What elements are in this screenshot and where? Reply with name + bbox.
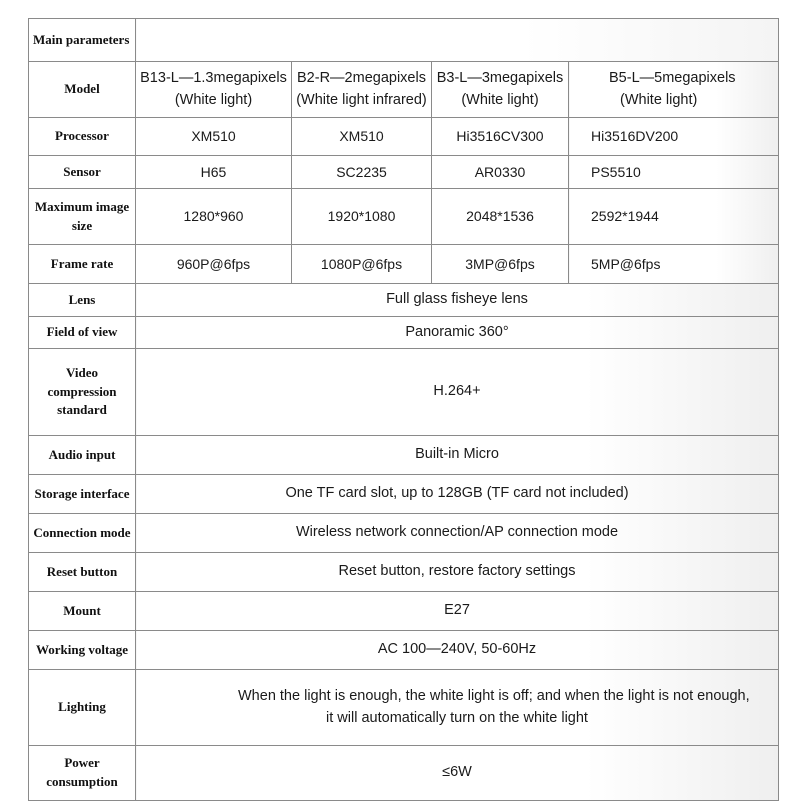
sensor-value: AR0330 bbox=[432, 156, 569, 189]
processor-value: XM510 bbox=[292, 118, 432, 156]
lighting-value bbox=[136, 670, 779, 746]
model-light-type: (White light) bbox=[174, 91, 253, 108]
row-label-working-voltage: Working voltage bbox=[29, 631, 136, 670]
table-row bbox=[29, 670, 779, 746]
model-light-type: (White light) bbox=[620, 91, 698, 108]
row-label-lens: Lens bbox=[29, 284, 136, 317]
model-name: B13-L—1.3megapixels bbox=[140, 70, 287, 87]
sensor-value: PS5510 bbox=[569, 156, 779, 189]
table-row bbox=[29, 317, 779, 349]
processor-value: Hi3516DV200 bbox=[569, 118, 779, 156]
video-compression-value: H.264+ bbox=[136, 349, 779, 436]
table-row bbox=[29, 631, 779, 670]
table-row bbox=[29, 245, 779, 284]
processor-value: Hi3516CV300 bbox=[432, 118, 569, 156]
table-row bbox=[29, 284, 779, 317]
row-label-processor: Processor bbox=[29, 118, 136, 156]
section-title: Main parameters bbox=[29, 19, 136, 62]
lens-value: Full glass fisheye lens bbox=[136, 284, 779, 317]
model-name: B2-R—2megapixels bbox=[297, 70, 426, 87]
label-line: compression bbox=[47, 383, 117, 399]
power-consumption-value: ≤6W bbox=[136, 746, 779, 801]
model-cell bbox=[569, 62, 779, 118]
row-label-max-image-size bbox=[29, 189, 136, 245]
table-row bbox=[29, 746, 779, 801]
max-image-size-value: 1920*1080 bbox=[292, 189, 432, 245]
parameters-table bbox=[28, 18, 779, 801]
frame-rate-value: 960P@6fps bbox=[136, 245, 292, 284]
table-row bbox=[29, 349, 779, 436]
lighting-line: When the light is enough, the white light is off; and when the light is not enough, bbox=[238, 688, 750, 705]
model-light-type: (White light) bbox=[461, 91, 539, 108]
model-name: B5-L—5megapixels bbox=[609, 70, 736, 87]
section-title-spacer bbox=[136, 19, 779, 62]
row-label-video-compression bbox=[29, 349, 136, 436]
row-label-audio-input: Audio input bbox=[29, 436, 136, 475]
mount-value: E27 bbox=[136, 592, 779, 631]
label-line: Maximum image bbox=[34, 198, 130, 214]
processor-value: XM510 bbox=[136, 118, 292, 156]
max-image-size-value: 2048*1536 bbox=[432, 189, 569, 245]
model-cell bbox=[292, 62, 432, 118]
table-row bbox=[29, 436, 779, 475]
sensor-value: H65 bbox=[136, 156, 292, 189]
label-line: Power bbox=[64, 755, 100, 771]
frame-rate-value: 5MP@6fps bbox=[569, 245, 779, 284]
row-label-power-consumption bbox=[29, 746, 136, 801]
model-name: B3-L—3megapixels bbox=[436, 70, 564, 87]
row-label-connection-mode: Connection mode bbox=[29, 514, 136, 553]
table-row bbox=[29, 475, 779, 514]
frame-rate-value: 3MP@6fps bbox=[432, 245, 569, 284]
table-row bbox=[29, 156, 779, 189]
sensor-value: SC2235 bbox=[292, 156, 432, 189]
row-label-mount: Mount bbox=[29, 592, 136, 631]
row-label-model: Model bbox=[29, 62, 136, 118]
table-row bbox=[29, 189, 779, 245]
row-label-frame-rate: Frame rate bbox=[29, 245, 136, 284]
max-image-size-value: 1280*960 bbox=[136, 189, 292, 245]
row-label-field-of-view: Field of view bbox=[29, 317, 136, 349]
storage-interface-value: One TF card slot, up to 128GB (TF card not included) bbox=[136, 475, 779, 514]
row-label-lighting: Lighting bbox=[29, 670, 136, 746]
model-cell bbox=[136, 62, 292, 118]
table-row bbox=[29, 19, 779, 62]
connection-mode-value: Wireless network connection/AP connection mode bbox=[136, 514, 779, 553]
row-label-storage-interface: Storage interface bbox=[29, 475, 136, 514]
max-image-size-value: 2592*1944 bbox=[569, 189, 779, 245]
label-line: size bbox=[71, 217, 93, 233]
label-line: Video bbox=[65, 364, 99, 380]
spec-sheet bbox=[28, 18, 778, 789]
row-label-reset-button: Reset button bbox=[29, 553, 136, 592]
table-row bbox=[29, 514, 779, 553]
working-voltage-value: AC 100—240V, 50-60Hz bbox=[136, 631, 779, 670]
model-light-type: (White light infrared) bbox=[296, 91, 427, 108]
reset-button-value: Reset button, restore factory settings bbox=[136, 553, 779, 592]
label-line: consumption bbox=[46, 774, 118, 789]
row-label-sensor: Sensor bbox=[29, 156, 136, 189]
field-of-view-value: Panoramic 360° bbox=[136, 317, 779, 349]
table-row bbox=[29, 592, 779, 631]
audio-input-value: Built-in Micro bbox=[136, 436, 779, 475]
table-row bbox=[29, 118, 779, 156]
lighting-line: it will automatically turn on the white light bbox=[326, 709, 588, 726]
label-line: standard bbox=[57, 402, 107, 418]
table-row bbox=[29, 553, 779, 592]
model-cell bbox=[432, 62, 569, 118]
frame-rate-value: 1080P@6fps bbox=[292, 245, 432, 284]
table-row bbox=[29, 62, 779, 118]
